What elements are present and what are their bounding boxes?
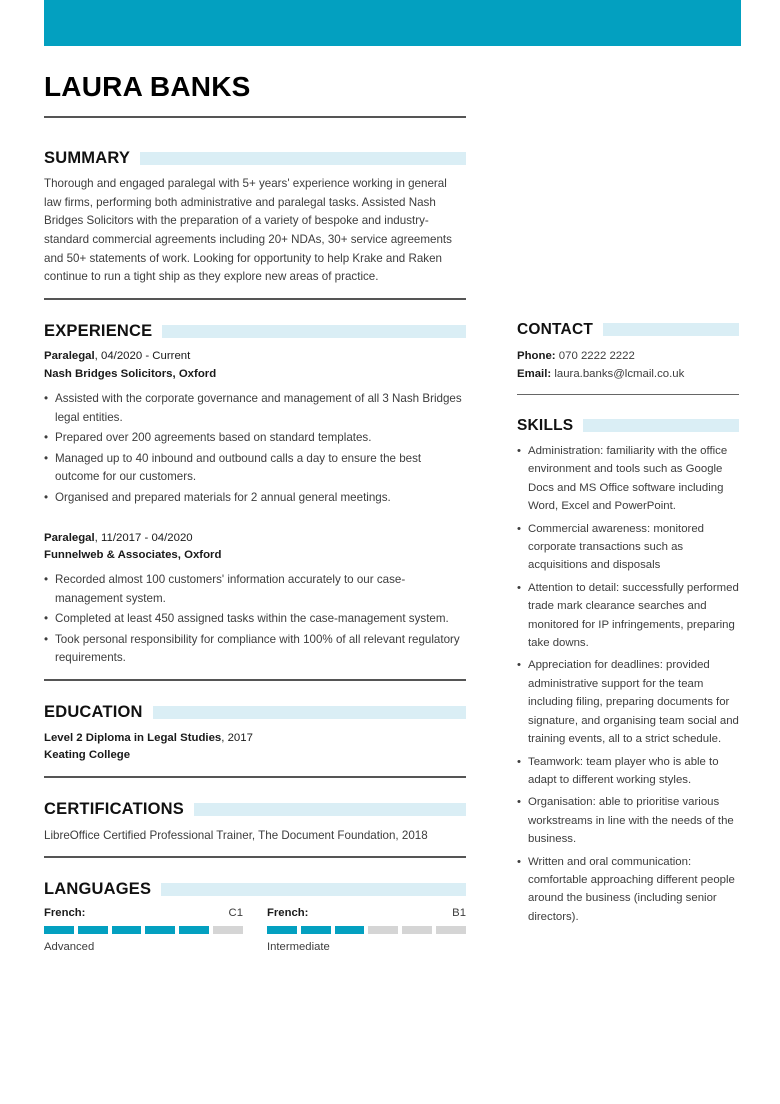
skills-heading: SKILLS bbox=[517, 416, 574, 434]
job-company-line bbox=[44, 366, 466, 384]
certifications-heading: CERTIFICATIONS bbox=[44, 800, 184, 819]
education-school-line bbox=[44, 747, 466, 765]
language-level-code: B1 bbox=[452, 906, 466, 919]
experience-divider bbox=[44, 679, 466, 681]
summary-divider bbox=[44, 298, 466, 300]
job-bullets bbox=[44, 571, 466, 668]
language-name: French: bbox=[267, 906, 309, 919]
section-skills bbox=[517, 418, 739, 927]
certifications-heading-row bbox=[44, 801, 466, 818]
section-experience bbox=[44, 323, 466, 681]
languages-heading-row bbox=[44, 881, 466, 898]
proficiency-segment bbox=[335, 926, 365, 934]
list-item: • Commercial awareness: monitored corporate transactions such as acquisitions and disposals bbox=[517, 520, 739, 575]
experience-item bbox=[44, 530, 466, 669]
job-company: Nash Bridges Solicitors, Oxford bbox=[44, 368, 217, 381]
right-column bbox=[517, 322, 739, 930]
list-item: • Took personal responsibility for compliance with 100% of all relevant regulatory requirements. bbox=[44, 631, 466, 668]
section-certifications bbox=[44, 801, 466, 858]
education-school: Keating College bbox=[44, 749, 131, 762]
education-degree-line bbox=[44, 730, 466, 748]
summary-text: Thorough and engaged paralegal with 5+ years' experience working in general law firms, performing both administrative and paralegal tasks. Assisted Nash Bridges Solicitors with the preparation of a variety of bespoke and industry-standard commercial agreements including 20+ NDAs, 30+ service agreements and 50+ statements of work. Looking for opportunity to help Krake and Raken continue to run a tight ship as they explore new areas of practice. bbox=[44, 177, 452, 284]
job-bullets bbox=[44, 390, 466, 508]
header-accent-band bbox=[44, 0, 741, 46]
list-item: • Recorded almost 100 customers' information accurately to our case-management system. bbox=[44, 571, 466, 608]
education-year: , 2017 bbox=[221, 731, 253, 744]
experience-heading-highlight bbox=[162, 325, 466, 338]
left-column bbox=[44, 46, 466, 955]
proficiency-segment bbox=[267, 926, 297, 934]
list-item: • Assisted with the corporate governance and management of all 3 Nash Bridges legal entities. bbox=[44, 390, 466, 427]
proficiency-segment bbox=[213, 926, 243, 934]
proficiency-segment bbox=[179, 926, 209, 934]
section-contact bbox=[517, 322, 739, 395]
language-description: Advanced bbox=[44, 940, 95, 953]
language-header bbox=[44, 907, 243, 919]
skills-heading-highlight bbox=[583, 419, 739, 432]
education-heading-row bbox=[44, 704, 466, 721]
languages-heading: LANGUAGES bbox=[44, 880, 152, 899]
section-languages bbox=[44, 881, 466, 955]
contact-divider bbox=[517, 394, 739, 395]
list-item: • Attention to detail: successfully performed trade mark clearance searches and monitored for IP infringements, preparing take downs. bbox=[517, 579, 739, 653]
contact-email-row bbox=[517, 365, 739, 384]
proficiency-segment bbox=[436, 926, 466, 934]
summary-heading-row bbox=[44, 150, 466, 167]
contact-heading-highlight bbox=[603, 323, 739, 336]
contact-phone-row bbox=[517, 347, 739, 366]
language-name: French: bbox=[44, 906, 86, 919]
language-item bbox=[44, 907, 243, 955]
job-dates: , 04/2020 - Current bbox=[94, 350, 191, 363]
name-divider bbox=[44, 116, 466, 118]
proficiency-segment bbox=[402, 926, 432, 934]
skills-list bbox=[517, 442, 739, 926]
list-item: • Organised and prepared materials for 2 annual general meetings. bbox=[44, 489, 466, 508]
job-title: Paralegal bbox=[44, 350, 95, 363]
experience-heading-row bbox=[44, 323, 466, 340]
certifications-heading-highlight bbox=[194, 803, 466, 816]
job-title-line bbox=[44, 348, 466, 366]
section-education bbox=[44, 704, 466, 778]
page-title: LAURA BANKS bbox=[44, 71, 251, 102]
certification-item: LibreOffice Certified Professional Trainer, The Document Foundation, 2018 bbox=[44, 828, 428, 842]
list-item: • Written and oral communication: comfortable approaching different people around the business (including senior directors). bbox=[517, 853, 739, 927]
experience-heading: EXPERIENCE bbox=[44, 321, 153, 340]
summary-heading: SUMMARY bbox=[44, 148, 131, 167]
proficiency-segment bbox=[112, 926, 142, 934]
languages-heading-highlight bbox=[161, 883, 466, 896]
education-divider bbox=[44, 776, 466, 778]
proficiency-segment bbox=[368, 926, 398, 934]
section-summary bbox=[44, 150, 466, 300]
list-item: • Prepared over 200 agreements based on standard templates. bbox=[44, 429, 466, 448]
certifications-divider bbox=[44, 856, 466, 858]
language-proficiency-bar bbox=[267, 926, 466, 934]
list-item: • Completed at least 450 assigned tasks within the case-management system. bbox=[44, 610, 466, 629]
job-title-line bbox=[44, 530, 466, 548]
language-level-code: C1 bbox=[228, 906, 243, 919]
list-item: • Administration: familiarity with the office environment and tools such as Google Docs and MS Office software including Word, Excel and PowerPoint. bbox=[517, 442, 739, 516]
contact-heading-row bbox=[517, 322, 739, 338]
list-item: • Appreciation for deadlines: provided administrative support for the team including filing, preparing documents for signature, and organising team social and training events, all to a strict schedule. bbox=[517, 656, 739, 748]
skills-heading-row bbox=[517, 418, 739, 434]
job-title: Paralegal bbox=[44, 531, 95, 544]
job-company: Funnelweb & Associates, Oxford bbox=[44, 549, 222, 562]
phone-value: 070 2222 2222 bbox=[555, 349, 635, 362]
language-header bbox=[267, 907, 466, 919]
language-description: Intermediate bbox=[267, 940, 330, 953]
proficiency-segment bbox=[44, 926, 74, 934]
proficiency-segment bbox=[78, 926, 108, 934]
proficiency-segment bbox=[145, 926, 175, 934]
experience-item bbox=[44, 348, 466, 507]
languages-list bbox=[44, 907, 466, 955]
email-label: Email: bbox=[517, 368, 552, 380]
list-item: • Managed up to 40 inbound and outbound calls a day to ensure the best outcome for our customers. bbox=[44, 450, 466, 487]
education-heading: EDUCATION bbox=[44, 703, 143, 722]
email-value: laura.banks@lcmail.co.uk bbox=[551, 368, 685, 380]
summary-heading-highlight bbox=[140, 152, 466, 165]
list-item: • Teamwork: team player who is able to adapt to different working styles. bbox=[517, 753, 739, 790]
language-proficiency-bar bbox=[44, 926, 243, 934]
education-heading-highlight bbox=[153, 706, 466, 719]
proficiency-segment bbox=[301, 926, 331, 934]
contact-heading: CONTACT bbox=[517, 321, 594, 338]
phone-label: Phone: bbox=[517, 349, 556, 362]
job-dates: , 11/2017 - 04/2020 bbox=[94, 531, 193, 544]
job-company-line bbox=[44, 547, 466, 565]
education-degree: Level 2 Diploma in Legal Studies bbox=[44, 731, 222, 744]
list-item: • Organisation: able to prioritise various workstreams in line with the needs of the business. bbox=[517, 793, 739, 848]
language-item bbox=[267, 907, 466, 955]
